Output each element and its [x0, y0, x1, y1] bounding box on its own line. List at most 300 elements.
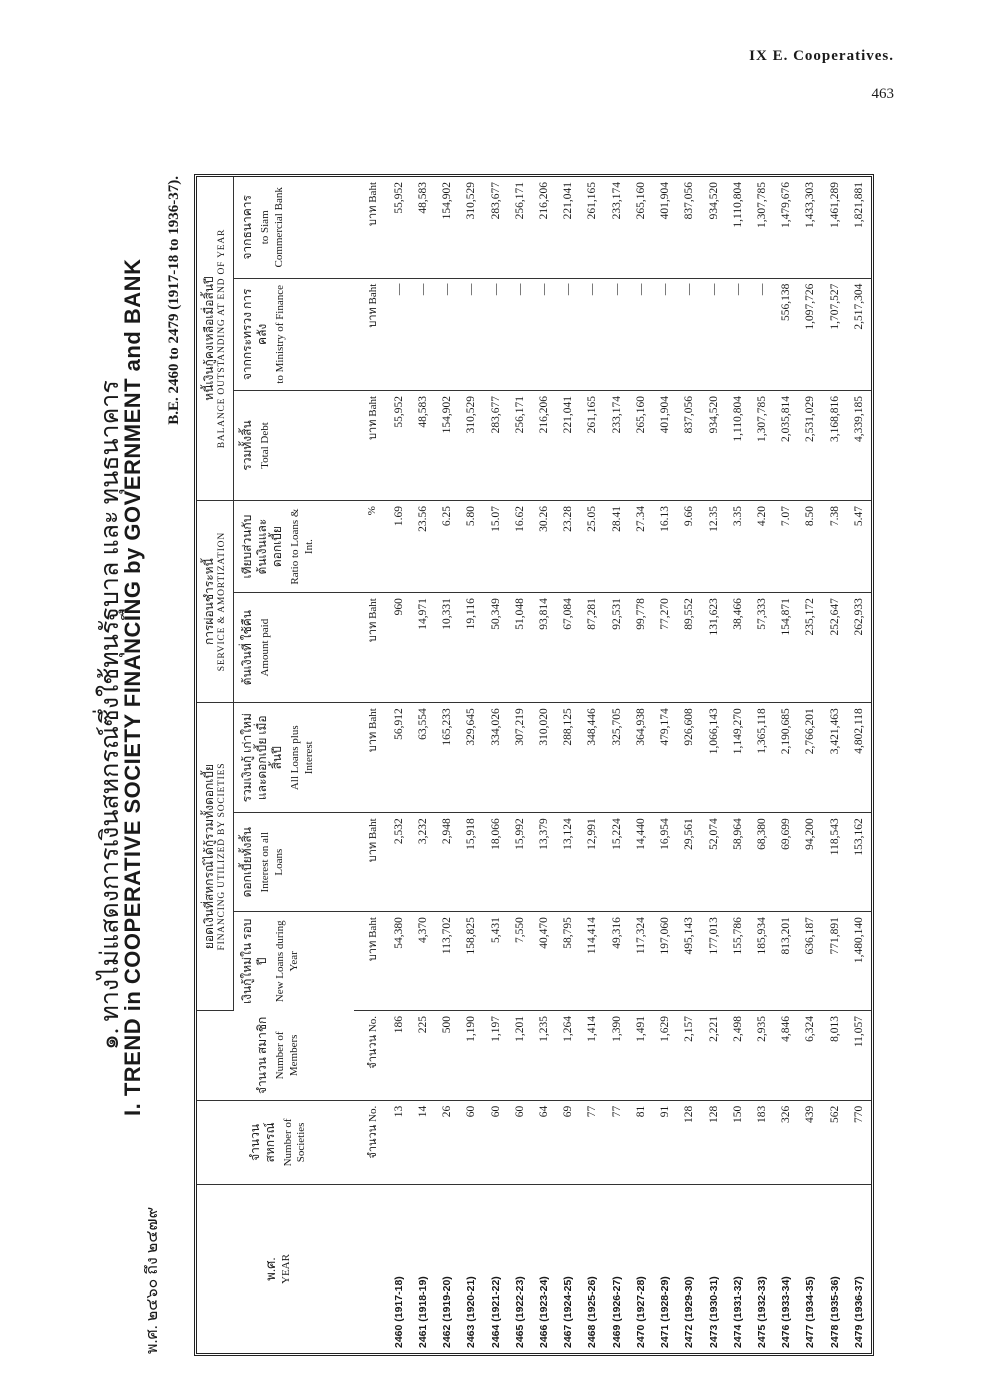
cell-new-loans: 155,786 [726, 912, 750, 1011]
table-row [484, 177, 508, 1353]
cell-interest: 52,074 [701, 813, 725, 912]
cell-societies: 13 [387, 1100, 411, 1184]
cell-bank: 1,110,804 [726, 177, 750, 278]
cell-bank: 401,904 [653, 177, 677, 278]
cell-paid: 51,048 [508, 593, 532, 703]
cell-interest: 16,954 [653, 813, 677, 912]
col-new-loans [234, 912, 354, 1011]
cell-members: 2,498 [726, 1010, 750, 1100]
cell-societies: 60 [508, 1100, 532, 1184]
cell-members: 2,935 [750, 1010, 774, 1100]
cell-bank: 837,056 [677, 177, 701, 278]
table-row [750, 177, 774, 1353]
unit-interest: บาท Baht [354, 813, 387, 912]
cell-ministry: — [459, 278, 483, 390]
cell-total: 265,160 [629, 390, 653, 500]
table-row [532, 177, 556, 1353]
cell-all-loans: 307,219 [508, 703, 532, 813]
cell-bank: 310,529 [459, 177, 483, 278]
unit-total: บาท Baht [354, 390, 387, 500]
cell-all-loans: 348,446 [580, 703, 604, 813]
cell-interest: 15,992 [508, 813, 532, 912]
cell-societies: 77 [605, 1100, 629, 1184]
cell-ministry: — [629, 278, 653, 390]
cell-year: 2471 (1928-29) [659, 1276, 672, 1348]
cell-new-loans: 197,060 [653, 912, 677, 1011]
table-row [580, 177, 604, 1353]
cell-paid: 67,084 [556, 593, 580, 703]
cell-year: 2470 (1927-28) [634, 1276, 647, 1348]
table-row [798, 177, 822, 1353]
col-societies [197, 1100, 354, 1184]
cell-bank: 1,821,881 [847, 177, 871, 278]
table-row [605, 177, 629, 1353]
cell-paid: 235,172 [798, 593, 822, 703]
cell-members: 2,221 [701, 1010, 725, 1100]
cell-ratio: 12.35 [701, 501, 725, 593]
col-bank-thai: จากธนาคาร [240, 195, 254, 260]
cell-bank: 1,307,785 [750, 177, 774, 278]
page-number: 463 [871, 86, 894, 102]
cell-bank: 48,583 [411, 177, 435, 278]
cell-interest: 18,066 [484, 813, 508, 912]
cell-year: 2461 (1918-19) [416, 1276, 429, 1348]
unit-societies: จำนวน No. [354, 1100, 387, 1184]
cell-all-loans: 479,174 [653, 703, 677, 813]
cell-societies: 26 [435, 1100, 459, 1184]
cell-ratio: 16.13 [653, 501, 677, 593]
cell-new-loans: 40,470 [532, 912, 556, 1011]
unit-members: จำนวน No. [354, 1010, 387, 1100]
cell-members: 1,629 [653, 1010, 677, 1100]
rotated-table-page [90, 150, 890, 1360]
cell-interest: 2,532 [387, 813, 411, 912]
cell-ratio: 16.62 [508, 501, 532, 593]
cell-year: 2478 (1935-36) [828, 1276, 841, 1348]
col-new-loans-english: New Loans during Year [274, 920, 300, 1003]
cell-interest: 12,991 [580, 813, 604, 912]
cell-ministry: 2,517,304 [847, 278, 871, 390]
cell-ministry: — [387, 278, 411, 390]
cell-bank: 256,171 [508, 177, 532, 278]
cell-societies: 439 [798, 1100, 822, 1184]
cell-total: 2,531,029 [798, 390, 822, 500]
cell-societies: 150 [726, 1100, 750, 1184]
col-members-english: Number of Members [274, 1031, 300, 1080]
cell-year: 2466 (1923-24) [538, 1276, 551, 1348]
cell-all-loans: 325,705 [605, 703, 629, 813]
cell-all-loans: 2,766,201 [798, 703, 822, 813]
cell-members: 186 [387, 1010, 411, 1100]
cell-ministry: 1,097,726 [798, 278, 822, 390]
cell-paid: 262,933 [847, 593, 871, 703]
cell-societies: 770 [847, 1100, 871, 1184]
unit-all-loans: บาท Baht [354, 703, 387, 813]
cell-societies: 60 [484, 1100, 508, 1184]
cell-new-loans: 114,414 [580, 912, 604, 1011]
cell-year: 2473 (1930-31) [707, 1276, 720, 1348]
cell-ministry: — [750, 278, 774, 390]
cell-paid: 92,531 [605, 593, 629, 703]
cell-members: 1,201 [508, 1010, 532, 1100]
cell-new-loans: 117,324 [629, 912, 653, 1011]
cell-new-loans: 113,702 [435, 912, 459, 1011]
cell-paid: 89,552 [677, 593, 701, 703]
cell-members: 4,846 [774, 1010, 798, 1100]
col-new-loans-thai: เงินกู้ใหม่ใน รอบปี [240, 918, 269, 1005]
col-amount-paid [234, 593, 354, 703]
col-all-loans [234, 703, 354, 813]
col-ministry-english: to Ministry of Finance [274, 284, 286, 384]
table-row [387, 177, 411, 1353]
cell-paid: 93,814 [532, 593, 556, 703]
table-header [197, 177, 354, 1353]
cell-members: 1,197 [484, 1010, 508, 1100]
cell-members: 11,057 [847, 1010, 871, 1100]
cell-ministry: — [677, 278, 701, 390]
cell-paid: 131,623 [701, 593, 725, 703]
table-row [847, 177, 871, 1353]
cell-societies: 14 [411, 1100, 435, 1184]
cell-year: 2468 (1925-26) [586, 1276, 599, 1348]
cell-societies: 562 [823, 1100, 847, 1184]
unit-ratio: % [354, 501, 387, 593]
cell-interest: 15,224 [605, 813, 629, 912]
cell-year: 2475 (1932-33) [756, 1276, 769, 1348]
cell-bank: 55,952 [387, 177, 411, 278]
cell-new-loans: 177,013 [701, 912, 725, 1011]
cell-interest: 58,964 [726, 813, 750, 912]
cell-total: 4,339,185 [847, 390, 871, 500]
cell-ministry: — [484, 278, 508, 390]
cell-new-loans: 54,380 [387, 912, 411, 1011]
cell-ratio: 28.41 [605, 501, 629, 593]
col-all-loans-english: All Loans plus Interest [289, 725, 315, 791]
cell-members: 225 [411, 1010, 435, 1100]
cell-ratio: 27.34 [629, 501, 653, 593]
col-total-debt-english: Total Debt [259, 422, 271, 469]
cell-ratio: 3.35 [726, 501, 750, 593]
cell-interest: 69,699 [774, 813, 798, 912]
col-interest-english: Interest on all Loans [259, 831, 285, 893]
period-english: B.E. 2460 to 2479 (1917-18 to 1936-37). [166, 176, 182, 425]
cell-members: 1,190 [459, 1010, 483, 1100]
cell-total: 1,110,804 [726, 390, 750, 500]
cell-ratio: 15.07 [484, 501, 508, 593]
cell-new-loans: 7,550 [508, 912, 532, 1011]
cooperative-financing-table [197, 177, 871, 1353]
table-row [459, 177, 483, 1353]
cell-year: 2467 (1924-25) [562, 1276, 575, 1348]
cell-all-loans: 1,365,118 [750, 703, 774, 813]
cell-ministry: 556,138 [774, 278, 798, 390]
cell-interest: 68,380 [750, 813, 774, 912]
unit-row [354, 177, 387, 1353]
cell-total: 310,529 [459, 390, 483, 500]
col-interest [234, 813, 354, 912]
cell-ministry: — [556, 278, 580, 390]
cell-new-loans: 185,934 [750, 912, 774, 1011]
cell-total: 216,206 [532, 390, 556, 500]
table-row [677, 177, 701, 1353]
table-row [556, 177, 580, 1353]
cell-new-loans: 636,187 [798, 912, 822, 1011]
cell-all-loans: 63,554 [411, 703, 435, 813]
col-amount-paid-english: Amount paid [259, 618, 271, 677]
cell-societies: 128 [677, 1100, 701, 1184]
table-row [726, 177, 750, 1353]
cell-bank: 1,479,676 [774, 177, 798, 278]
cell-all-loans: 1,149,270 [726, 703, 750, 813]
col-ratio-english: Ratio to Loans & Int. [289, 508, 315, 585]
col-societies-english: Number of Societies [281, 1118, 308, 1167]
cell-total: 48,583 [411, 390, 435, 500]
col-year [197, 1185, 354, 1353]
table-row [774, 177, 798, 1353]
cell-paid: 960 [387, 593, 411, 703]
cell-interest: 13,379 [532, 813, 556, 912]
table-row [653, 177, 677, 1353]
cell-interest: 94,200 [798, 813, 822, 912]
cell-ratio: 8.50 [798, 501, 822, 593]
cell-interest: 15,918 [459, 813, 483, 912]
cell-year: 2472 (1929-30) [683, 1276, 696, 1348]
cell-paid: 87,281 [580, 593, 604, 703]
unit-row-group [354, 177, 387, 1353]
cell-year: 2476 (1933-34) [780, 1276, 793, 1348]
title-english: I. TREND in COOPERATIVE SOCIETY FINANCING by GOVERNMENT and BANK [120, 258, 145, 1116]
cell-bank: 221,041 [556, 177, 580, 278]
cell-ratio: 6.25 [435, 501, 459, 593]
col-interest-thai: ดอกเบี้ยทั้งสิ้น [240, 827, 254, 898]
period-thai: พ.ศ. ๒๔๖๐ ถึง ๒๔๗๙ [144, 1206, 161, 1354]
cell-new-loans: 771,891 [823, 912, 847, 1011]
cell-total: 3,168,816 [823, 390, 847, 500]
cell-paid: 38,466 [726, 593, 750, 703]
table-row [823, 177, 847, 1353]
cell-bank: 283,677 [484, 177, 508, 278]
cell-all-loans: 329,645 [459, 703, 483, 813]
cell-ministry: 1,707,527 [823, 278, 847, 390]
cell-year: 2474 (1931-32) [731, 1276, 744, 1348]
col-amount-paid-thai: ต้นเงินที่ ใช้คืน [240, 610, 254, 686]
cell-ministry: — [726, 278, 750, 390]
cell-ratio: 7.07 [774, 501, 798, 593]
cell-total: 283,677 [484, 390, 508, 500]
group-financing-english: FINANCING UTILIZED BY SOCIETIES [216, 762, 227, 951]
cell-interest: 153,162 [847, 813, 871, 912]
cell-all-loans: 926,608 [677, 703, 701, 813]
group-balance [197, 177, 234, 501]
cell-paid: 14,971 [411, 593, 435, 703]
cell-members: 1,235 [532, 1010, 556, 1100]
cell-bank: 216,206 [532, 177, 556, 278]
cell-members: 1,390 [605, 1010, 629, 1100]
cell-all-loans: 56,912 [387, 703, 411, 813]
cell-paid: 99,778 [629, 593, 653, 703]
cell-total: 837,056 [677, 390, 701, 500]
cell-total: 256,171 [508, 390, 532, 500]
cell-societies: 128 [701, 1100, 725, 1184]
unit-new-loans: บาท Baht [354, 912, 387, 1011]
col-members [197, 1010, 354, 1100]
col-all-loans-thai: รวมเงินกู้ เก่าใหม่ และดอกเบี้ย เมื่อสิ้นปี [240, 713, 284, 803]
group-financing-thai: ยอดเงินที่สหกรณ์ได้กู้รวมทั้งดอกเบี้ย [201, 764, 216, 950]
table-row [701, 177, 725, 1353]
group-financing [197, 703, 234, 1011]
unit-year [354, 1185, 387, 1353]
cell-new-loans: 4,370 [411, 912, 435, 1011]
cell-interest: 3,232 [411, 813, 435, 912]
cell-new-loans: 1,480,140 [847, 912, 871, 1011]
cell-year: 2479 (1936-37) [852, 1276, 865, 1348]
cell-ministry: — [580, 278, 604, 390]
col-ratio [234, 501, 354, 593]
cell-members: 2,157 [677, 1010, 701, 1100]
cell-all-loans: 4,802,118 [847, 703, 871, 813]
cell-interest: 13,124 [556, 813, 580, 912]
cell-total: 261,165 [580, 390, 604, 500]
cell-total: 154,902 [435, 390, 459, 500]
cell-interest: 14,440 [629, 813, 653, 912]
cell-ratio: 23.56 [411, 501, 435, 593]
col-societies-thai: จำนวน สหกรณ์ [247, 1122, 277, 1163]
cell-bank: 1,461,289 [823, 177, 847, 278]
cell-all-loans: 3,421,463 [823, 703, 847, 813]
cell-paid: 10,331 [435, 593, 459, 703]
cell-total: 55,952 [387, 390, 411, 500]
cell-ratio: 23.28 [556, 501, 580, 593]
cell-year: 2462 (1919-20) [441, 1276, 454, 1348]
cell-ministry: — [701, 278, 725, 390]
cell-interest: 118,543 [823, 813, 847, 912]
cell-bank: 934,520 [701, 177, 725, 278]
cell-members: 1,264 [556, 1010, 580, 1100]
col-bank-english: to Siam Commercial Bank [259, 187, 285, 268]
table-body [387, 177, 871, 1353]
cell-bank: 233,174 [605, 177, 629, 278]
cell-ministry: — [508, 278, 532, 390]
title-thai: ๑. ทางไม่แสดงการเงินสหกรณ์ซึ่งใช้ทุนรัฐบาล และ ทุนธนาคาร [97, 380, 124, 1050]
col-ministry-thai: จากกระทรวง การคลัง [240, 288, 269, 381]
cell-ministry: — [653, 278, 677, 390]
cell-ministry: — [532, 278, 556, 390]
cell-all-loans: 2,190,685 [774, 703, 798, 813]
cell-year: 2464 (1921-22) [489, 1276, 502, 1348]
cell-bank: 261,165 [580, 177, 604, 278]
cell-ratio: 9.66 [677, 501, 701, 593]
cell-paid: 252,647 [823, 593, 847, 703]
cell-societies: 326 [774, 1100, 798, 1184]
cell-new-loans: 49,316 [605, 912, 629, 1011]
cell-ministry: — [411, 278, 435, 390]
cell-all-loans: 1,066,143 [701, 703, 725, 813]
cell-ratio: 25.05 [580, 501, 604, 593]
cell-paid: 50,349 [484, 593, 508, 703]
cell-ministry: — [435, 278, 459, 390]
cell-year: 2465 (1922-23) [513, 1276, 526, 1348]
col-members-thai: จำนวน สมาชิก [255, 1016, 269, 1095]
cell-all-loans: 334,026 [484, 703, 508, 813]
unit-bank: บาท Baht [354, 177, 387, 278]
group-service-english: SERVICE & AMORTIZATION [216, 532, 227, 672]
cell-total: 934,520 [701, 390, 725, 500]
cell-new-loans: 58,795 [556, 912, 580, 1011]
cell-ministry: — [605, 278, 629, 390]
cell-total: 1,307,785 [750, 390, 774, 500]
cell-ratio: 1.69 [387, 501, 411, 593]
cell-interest: 2,948 [435, 813, 459, 912]
cell-members: 1,414 [580, 1010, 604, 1100]
col-year-thai: พ.ศ. [263, 1257, 279, 1281]
cell-interest: 29,561 [677, 813, 701, 912]
cell-societies: 81 [629, 1100, 653, 1184]
cell-bank: 1,433,303 [798, 177, 822, 278]
cell-total: 401,904 [653, 390, 677, 500]
cell-year: 2463 (1920-21) [465, 1276, 478, 1348]
col-year-english: YEAR [279, 1254, 292, 1284]
cell-bank: 265,160 [629, 177, 653, 278]
cell-all-loans: 364,938 [629, 703, 653, 813]
cell-paid: 77,270 [653, 593, 677, 703]
unit-paid: บาท Baht [354, 593, 387, 703]
cell-societies: 64 [532, 1100, 556, 1184]
col-ministry [234, 278, 354, 390]
col-bank [234, 177, 354, 278]
cell-societies: 77 [580, 1100, 604, 1184]
cell-members: 1,491 [629, 1010, 653, 1100]
group-balance-english: BALANCE OUTSTANDING AT END OF YEAR [216, 228, 227, 449]
cell-ratio: 7.38 [823, 501, 847, 593]
cell-year: 2460 (1917-18) [392, 1276, 405, 1348]
group-service [197, 501, 234, 703]
table-row [435, 177, 459, 1353]
cell-ratio: 4.20 [750, 501, 774, 593]
cell-all-loans: 310,020 [532, 703, 556, 813]
table-row [629, 177, 653, 1353]
table-row [508, 177, 532, 1353]
col-ratio-thai: เทียบส่วนกับ ต้นเงินและ ดอกเบี้ย [240, 514, 284, 579]
unit-ministry: บาท Baht [354, 278, 387, 390]
cell-total: 221,041 [556, 390, 580, 500]
cell-all-loans: 288,125 [556, 703, 580, 813]
data-table-frame [194, 174, 874, 1356]
cell-paid: 57,333 [750, 593, 774, 703]
section-header: IX E. Cooperatives. [749, 48, 894, 64]
cell-members: 500 [435, 1010, 459, 1100]
cell-total: 233,174 [605, 390, 629, 500]
cell-new-loans: 495,143 [677, 912, 701, 1011]
cell-new-loans: 813,201 [774, 912, 798, 1011]
cell-ratio: 5.80 [459, 501, 483, 593]
cell-members: 6,324 [798, 1010, 822, 1100]
cell-total: 2,035,814 [774, 390, 798, 500]
group-service-thai: การผ่อนชำระหนี้ [201, 558, 216, 646]
cell-societies: 69 [556, 1100, 580, 1184]
cell-new-loans: 158,825 [459, 912, 483, 1011]
cell-ratio: 5.47 [847, 501, 871, 593]
cell-societies: 183 [750, 1100, 774, 1184]
cell-year: 2477 (1934-35) [804, 1276, 817, 1348]
cell-paid: 19,116 [459, 593, 483, 703]
cell-year: 2469 (1926-27) [610, 1276, 623, 1348]
col-total-debt-thai: รวมทั้งสิ้น [240, 420, 254, 471]
cell-paid: 154,871 [774, 593, 798, 703]
table-row [411, 177, 435, 1353]
cell-societies: 91 [653, 1100, 677, 1184]
cell-bank: 154,902 [435, 177, 459, 278]
group-balance-thai: หนี้เงินกู้คงเหลือเมื่อสิ้นปี [201, 276, 216, 401]
